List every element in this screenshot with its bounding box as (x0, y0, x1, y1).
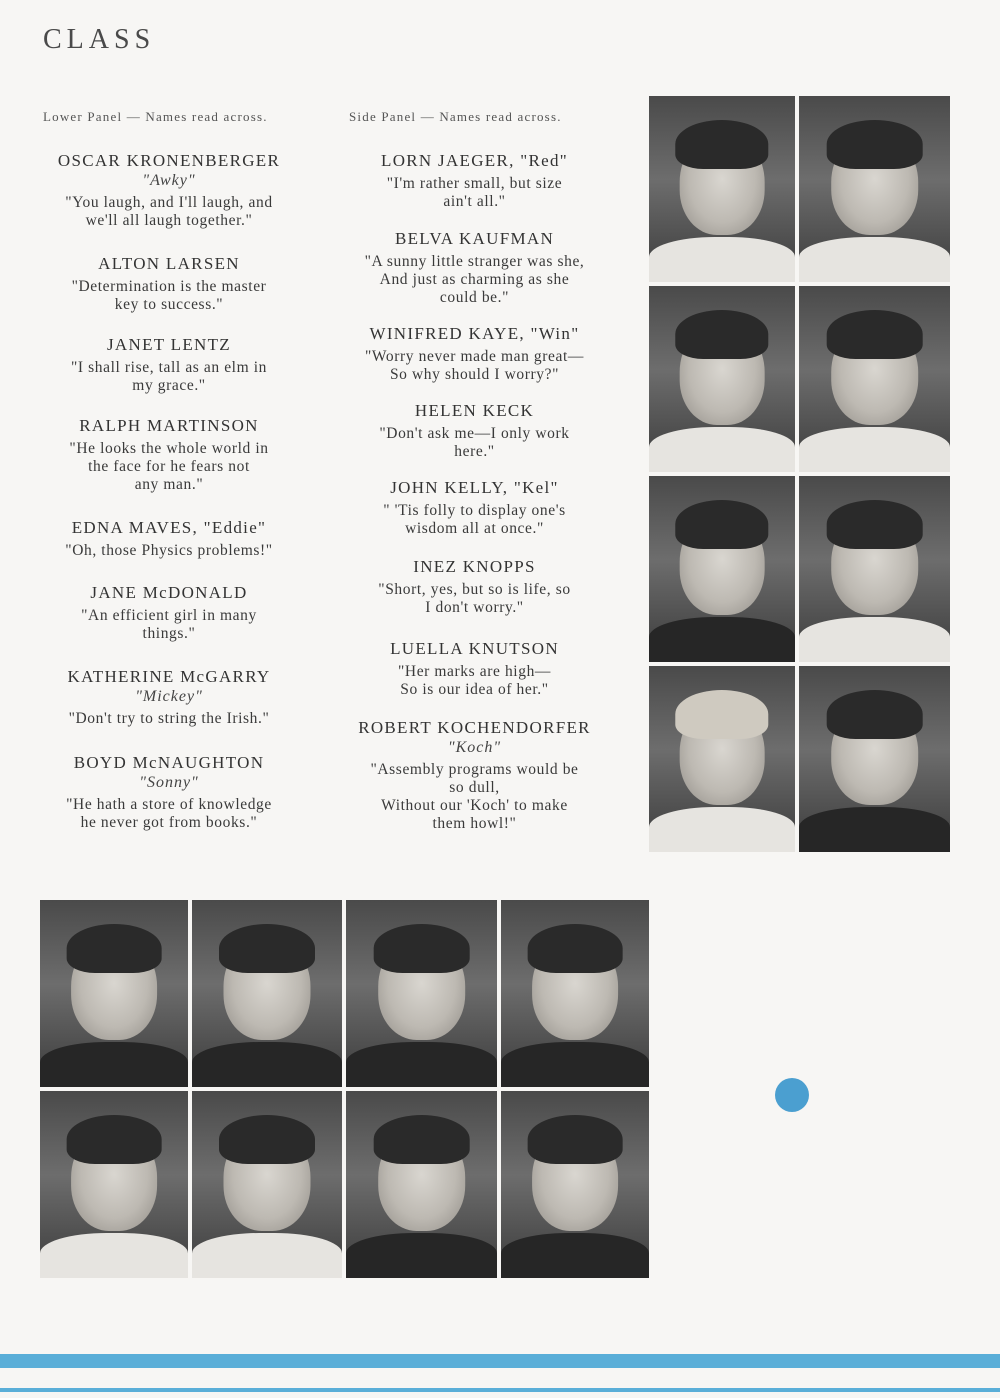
student-quote: "Short, yes, but so is life, so I don't worry." (378, 581, 571, 616)
student-nickname: "Koch" (447, 739, 502, 756)
entry (40, 415, 298, 494)
student-quote: "Oh, those Physics problems!" (65, 542, 273, 559)
student-name: WINIFRED KAYE, "Win" (369, 324, 580, 343)
portrait-photo (799, 666, 950, 852)
student-quote: "Don't ask me—I only work here." (379, 425, 570, 460)
entry (40, 752, 298, 832)
portrait-photo (40, 900, 188, 1087)
portrait-photo (799, 96, 950, 282)
footer-rule (0, 1354, 1000, 1368)
entry (347, 556, 602, 617)
entry (347, 150, 602, 211)
entry (347, 638, 602, 699)
student-quote: "You laugh, and I'll laugh, and we'll all laugh together." (65, 194, 273, 229)
entry (40, 334, 298, 395)
portrait-photo (649, 96, 795, 282)
student-quote: "I'm rather small, but size ain't all." (386, 175, 563, 210)
student-quote: "Her marks are high— So is our idea of her." (397, 663, 552, 698)
student-quote: "Assembly programs would be so dull, Without our 'Koch' to make them howl!" (370, 761, 579, 832)
student-name: BELVA KAUFMAN (394, 229, 555, 248)
lower-panel-photos (40, 900, 649, 1278)
lower-panel-heading: Lower Panel — Names read across. (43, 109, 268, 124)
side-panel-heading: Side Panel — Names read across. (349, 109, 562, 124)
portrait-photo (649, 476, 795, 662)
portrait-photo (501, 1091, 649, 1278)
side-panel-photos (649, 96, 950, 852)
entry (347, 477, 602, 538)
decorative-dot (775, 1078, 809, 1112)
student-quote: "He looks the whole world in the face for he fears not any man." (69, 440, 269, 493)
student-name: LUELLA KNUTSON (390, 639, 559, 658)
student-nickname: "Mickey" (135, 688, 203, 705)
student-name: EDNA MAVES, "Eddie" (71, 518, 267, 537)
student-name: OSCAR KRONENBERGER (57, 151, 281, 170)
student-quote: "Determination is the master key to success." (71, 278, 267, 313)
student-name: ROBERT KOCHENDORFER (358, 718, 591, 737)
footer-rule-thin (0, 1388, 1000, 1392)
portrait-photo (192, 900, 342, 1087)
portrait-photo (40, 1091, 188, 1278)
student-quote: " 'Tis folly to display one's wisdom all at once." (383, 502, 566, 537)
entry (40, 582, 298, 643)
portrait-photo (192, 1091, 342, 1278)
student-quote: "I shall rise, tall as an elm in my grace." (71, 359, 267, 394)
student-quote: "He hath a store of knowledge he never got from books." (66, 796, 272, 831)
student-nickname: "Sonny" (139, 774, 199, 791)
student-quote: "An efficient girl in many things." (81, 607, 257, 642)
portrait-photo (346, 1091, 497, 1278)
entry (40, 517, 298, 560)
student-quote: "Don't try to string the Irish." (68, 710, 270, 727)
portrait-photo (799, 476, 950, 662)
student-name: RALPH MARTINSON (79, 416, 259, 435)
student-name: JOHN KELLY, "Kel" (390, 478, 559, 497)
entry (40, 150, 298, 230)
entry (347, 323, 602, 384)
student-name: JANE McDONALD (90, 583, 248, 602)
entry (347, 400, 602, 461)
student-name: ALTON LARSEN (98, 254, 240, 273)
portrait-photo (649, 286, 795, 472)
entry (347, 228, 602, 307)
student-name: KATHERINE McGARRY (67, 667, 271, 686)
portrait-photo (501, 900, 649, 1087)
page-title: CLASS (43, 24, 156, 55)
student-quote: "A sunny little stranger was she, And just as charming as she could be." (364, 253, 585, 306)
entry (40, 253, 298, 314)
student-name: JANET LENTZ (107, 335, 231, 354)
portrait-photo (799, 286, 950, 472)
student-name: BOYD McNAUGHTON (73, 753, 265, 772)
portrait-photo (346, 900, 497, 1087)
student-name: INEZ KNOPPS (413, 557, 536, 576)
student-nickname: "Awky" (142, 172, 196, 189)
student-quote: "Worry never made man great— So why should I worry?" (365, 348, 584, 383)
entry (40, 666, 298, 728)
entry (347, 717, 602, 833)
student-name: LORN JAEGER, "Red" (381, 151, 568, 170)
portrait-photo (649, 666, 795, 852)
student-name: HELEN KECK (414, 401, 535, 420)
